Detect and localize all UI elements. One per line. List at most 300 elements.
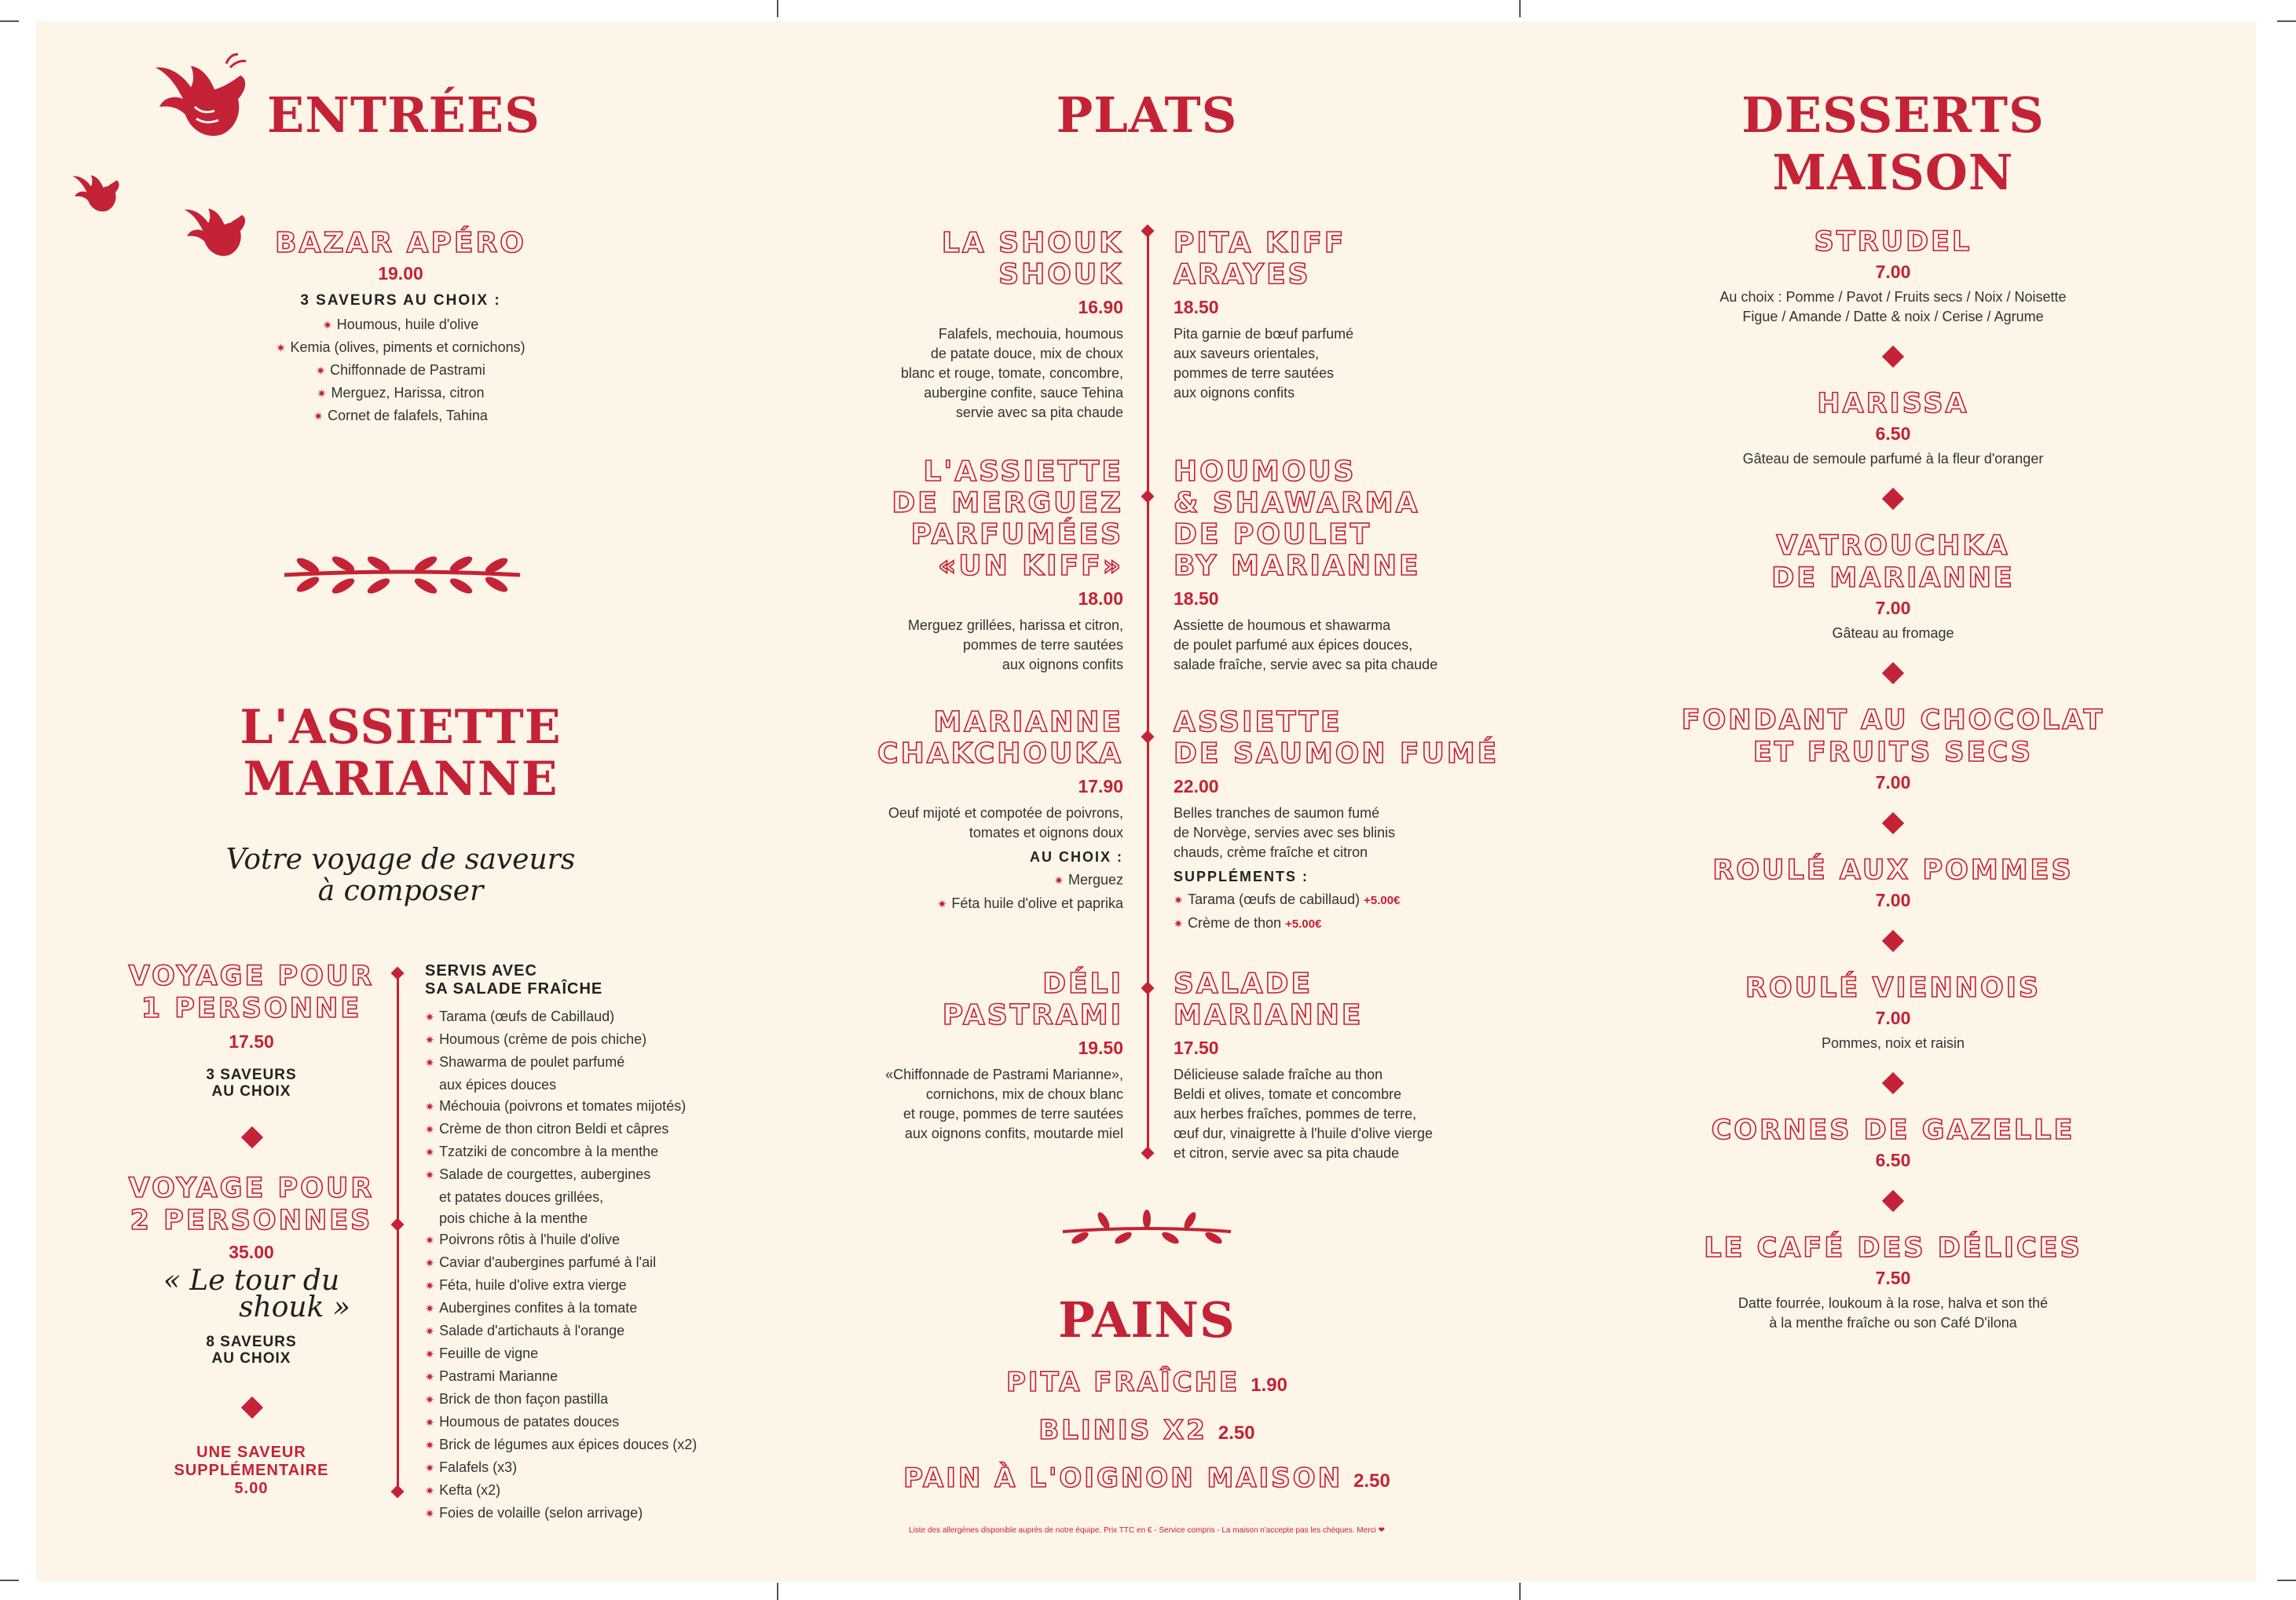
branch-ornament-icon (1056, 1210, 1237, 1250)
text-line: aux oignons confits (1174, 385, 1295, 401)
list-item-text: et patates douces grillées, (439, 1189, 604, 1205)
text-line: Datte fourrée, loukoum à la rose, halva et son thé (1738, 1295, 2049, 1311)
diamond-separator (1882, 662, 1904, 684)
list-item-text: Foies de volaille (selon arrivage) (439, 1505, 643, 1521)
list-item-text: Caviar d'aubergines parfumé à l'ail (439, 1254, 657, 1270)
text-line: DE POULET (1174, 518, 1372, 551)
diamond-separator (1882, 346, 1904, 368)
pain-item (833, 1367, 1461, 1399)
pain-name: BLINIS X2 (1038, 1414, 1207, 1446)
text-line: LA SHOUK (941, 227, 1123, 259)
star-bullet-icon: ✷ (313, 411, 324, 424)
plat-desc (817, 804, 1123, 843)
text-line: Pita garnie de bœuf parfumé (1174, 326, 1354, 342)
tagline-line: à composer (317, 875, 484, 907)
dessert-card (1657, 530, 2129, 643)
star-bullet-icon: ✷ (425, 1012, 435, 1024)
text-line: cornichons, mix de choux blanc (925, 1086, 1123, 1102)
plat-price: 19.50 (1078, 1038, 1123, 1058)
star-bullet-icon: ✷ (322, 320, 332, 333)
plat-desc (1174, 324, 1503, 403)
list-item-line (425, 1208, 771, 1229)
text-line: de Norvège, servies avec ses blinis (1174, 825, 1396, 840)
plat-supplements (1174, 888, 1519, 935)
dessert-title (1657, 388, 2129, 420)
script-line: shouk » (239, 1291, 350, 1324)
text-line: MARIANNE (1174, 999, 1364, 1031)
plat-desc (817, 324, 1123, 423)
star-bullet-icon: ✷ (425, 1371, 435, 1384)
list-item (425, 1164, 771, 1229)
tagline-line: Votre voyage de saveurs (225, 844, 576, 876)
plat-price: 18.00 (1078, 588, 1123, 609)
list-item-line (425, 1275, 771, 1298)
list-item (425, 1006, 771, 1029)
dessert-desc (1657, 624, 2129, 643)
dessert-title (1657, 1232, 2129, 1265)
plat-title (1174, 228, 1503, 291)
plat-price: 16.90 (1078, 297, 1123, 317)
assiette-heading-line: MARIANNE (243, 752, 558, 807)
bazar-apero-section (220, 226, 581, 428)
title-line: VOYAGE POUR (128, 1173, 375, 1204)
plat-price: 17.90 (1078, 776, 1123, 796)
list-item-text: Salade d'artichauts à l'orange (439, 1323, 625, 1338)
text-line: Gâteau au fromage (1832, 625, 1954, 641)
list-item-line (425, 1229, 771, 1252)
dessert-desc (1657, 1294, 2129, 1333)
dessert-title (1657, 705, 2129, 769)
plat-card (817, 456, 1123, 675)
list-item-line (425, 1187, 771, 1208)
dessert-card (1657, 226, 2129, 327)
plat-desc (817, 1065, 1123, 1144)
text-line: aux oignons confits, moutarde miel (904, 1126, 1123, 1141)
plat-card (817, 228, 1123, 423)
text-line: BY MARIANNE (1174, 550, 1421, 582)
star-bullet-icon: ✷ (937, 899, 947, 911)
text-line: «Chiffonnade de Pastrami Marianne», (885, 1067, 1123, 1082)
star-bullet-icon: ✷ (425, 1280, 435, 1293)
text-line: à la menthe fraîche ou son Café D'ilona (1769, 1315, 2017, 1331)
list-item-line (220, 383, 581, 405)
voyage-1-price: 17.50 (229, 1031, 274, 1052)
list-item (425, 1389, 771, 1411)
text-line: LE CAFÉ DES DÉLICES (1704, 1232, 2082, 1264)
list-item (425, 1320, 771, 1343)
text-line: «UN KIFF» (938, 550, 1123, 582)
desserts-list (1657, 226, 2129, 1333)
list-item-line (425, 1119, 771, 1141)
text-line: SALADE (1174, 968, 1313, 1000)
title-line: 2 PERSONNES (130, 1205, 373, 1236)
star-bullet-icon: ✷ (425, 1101, 435, 1114)
list-item-line (425, 1096, 771, 1119)
plat-desc (1174, 616, 1519, 675)
dessert-title (1657, 855, 2129, 887)
plat-card (1174, 968, 1519, 1163)
star-bullet-icon: ✷ (425, 1417, 435, 1430)
sub-line: AU CHOIX (211, 1083, 291, 1100)
star-bullet-icon: ✷ (425, 1485, 435, 1498)
list-item-text: Méchouia (poivrons et tomates mijotés) (439, 1098, 687, 1114)
star-bullet-icon: ✷ (1053, 875, 1064, 888)
list-item-text: Kefta (x2) (439, 1482, 501, 1498)
list-item (220, 360, 581, 383)
dessert-card (1657, 388, 2129, 469)
list-item-line (425, 1006, 771, 1029)
list-item-line (425, 1389, 771, 1411)
assiette-heading (196, 701, 605, 805)
diamond-separator (1882, 812, 1904, 834)
plat-title (817, 707, 1123, 770)
plat-price: 22.00 (1174, 776, 1219, 796)
bazar-title: BAZAR APÉRO (275, 227, 526, 259)
text-line: ROULÉ VIENNOIS (1745, 972, 2041, 1004)
plat-title (817, 968, 1123, 1031)
list-item-line (220, 314, 581, 337)
list-item (425, 1141, 771, 1164)
star-bullet-icon: ✷ (316, 365, 326, 379)
text-line: L'ASSIETTE (923, 456, 1123, 488)
text-line: DE SAUMON FUMÉ (1174, 738, 1500, 770)
text-line: Oeuf mijoté et compotée de poivrons, (888, 805, 1123, 821)
list-item-line (425, 1164, 771, 1187)
text-line: CHAKCHOUKA (877, 738, 1123, 770)
list-item-text: Houmous de patates douces (439, 1414, 620, 1430)
list-item (425, 1052, 771, 1096)
bazar-items (220, 314, 581, 428)
text-line: de patate douce, mix de choux (930, 346, 1123, 361)
plats-heading: PLATS (1056, 86, 1238, 144)
dessert-desc (1657, 287, 2129, 327)
plat-price: 18.50 (1174, 297, 1219, 317)
extra-price: 5.00 (234, 1480, 269, 1497)
text-line: Délicieuse salade fraîche au thon (1174, 1067, 1383, 1082)
list-item-text: Féta, huile d'olive extra vierge (439, 1277, 627, 1293)
dessert-price: 7.50 (1875, 1268, 1911, 1288)
list-item-text: aux épices douces (439, 1077, 557, 1093)
dessert-card (1657, 1115, 2129, 1171)
dessert-title (1657, 972, 2129, 1005)
star-bullet-icon: ✷ (425, 1349, 435, 1361)
pain-item (833, 1415, 1461, 1447)
list-item-line (425, 1029, 771, 1052)
list-item (425, 1229, 771, 1252)
list-item (220, 314, 581, 337)
list-item-text: Tarama (œufs de Cabillaud) (439, 1009, 615, 1024)
text-line: HARISSA (1817, 388, 1969, 419)
voyage-1-sub (118, 1067, 385, 1100)
list-item (425, 1298, 771, 1320)
star-bullet-icon: ✷ (1174, 895, 1184, 907)
text-line: aubergine confite, sauce Tehina (924, 385, 1123, 401)
plat-sub: SUPPLÉMENTS : (1174, 869, 1309, 884)
pains-heading: PAINS (1058, 1291, 1236, 1349)
list-item (220, 405, 581, 428)
text-line: aux oignons confits (1002, 657, 1123, 672)
sub-line: AU CHOIX (211, 1350, 291, 1367)
dessert-price: 7.00 (1875, 890, 1911, 910)
list-item-text: Cornet de falafels, Tahina (328, 408, 488, 424)
footer-note: Liste des allergènes disponible auprès de notre équipe. Prix TTC en € - Service compris - La maison n'accepte pas les chèques. Merci ❤ (909, 1526, 1385, 1535)
list-item-text: Pastrami Marianne (439, 1368, 558, 1384)
plat-card (817, 968, 1123, 1144)
star-bullet-icon: ✷ (425, 1170, 435, 1182)
dessert-desc (1657, 449, 2129, 469)
star-bullet-icon: ✷ (425, 1124, 435, 1137)
list-item-text: pois chiche à la menthe (439, 1210, 588, 1226)
list-item-text: Kemia (olives, piments et cornichons) (290, 339, 525, 356)
list-item (220, 383, 581, 405)
list-item-text: Merguez (1067, 872, 1123, 888)
star-bullet-icon: ✷ (425, 1394, 435, 1407)
crop-mark (777, 0, 778, 17)
extra-saveur (118, 1444, 385, 1498)
servis-line: SERVIS AVEC (425, 962, 537, 979)
list-item-text: Féta huile d'olive et paprika (951, 895, 1123, 911)
text-line: de poulet parfumé aux épices douces, (1174, 637, 1413, 653)
text-line: ASSIETTE (1174, 706, 1342, 738)
text-line: et rouge, pommes de terre sautées (903, 1106, 1123, 1122)
plat-title (1174, 456, 1519, 582)
saveurs-list-section (425, 962, 771, 1525)
dessert-price: 6.50 (1875, 423, 1911, 444)
list-item-text: Tzatziki de concombre à la menthe (439, 1144, 659, 1159)
voyage-1-title (118, 961, 385, 1025)
diamond-separator (1882, 1190, 1904, 1212)
text-line: HOUMOUS (1174, 456, 1357, 488)
dessert-title (1657, 1115, 2129, 1147)
text-line: Gâteau de semoule parfumé à la fleur d'oranger (1742, 451, 2044, 467)
bird-icon (68, 168, 123, 217)
dessert-desc (1657, 1034, 2129, 1053)
dessert-price: 6.50 (1875, 1150, 1911, 1170)
list-item-text: Shawarma de poulet parfumé (439, 1054, 625, 1070)
list-item (817, 892, 1123, 916)
list-item-text: Poivrons rôtis à l'huile d'olive (439, 1232, 621, 1247)
diamond-separator (1882, 488, 1904, 510)
text-line: salade fraîche, servie avec sa pita chaude (1174, 657, 1438, 672)
sub-line: 8 SAVEURS (206, 1334, 297, 1350)
dessert-card (1657, 1232, 2129, 1333)
text-line: pommes de terre sautées (962, 637, 1123, 653)
bazar-price: 19.00 (378, 263, 423, 284)
star-bullet-icon: ✷ (425, 1508, 435, 1521)
text-line: œuf dur, vinaigrette à l'huile d'olive vierge (1174, 1126, 1434, 1141)
list-item-line (220, 405, 581, 428)
star-bullet-icon: ✷ (425, 1440, 435, 1452)
crop-mark (2277, 20, 2296, 22)
list-item-line (425, 1457, 771, 1480)
plat-card (1174, 707, 1519, 935)
list-item-line (425, 1366, 771, 1389)
text-line: Beldi et olives, tomate et concombre (1174, 1086, 1402, 1102)
text-line: PITA KIFF (1174, 227, 1346, 259)
text-line: ET FRUITS SECS (1752, 737, 2034, 768)
list-item-line (425, 1298, 771, 1320)
list-item-text: Houmous, huile d'olive (336, 317, 479, 333)
text-line: aux saveurs orientales, (1174, 346, 1320, 361)
list-item-line (220, 360, 581, 383)
text-line: FONDANT AU CHOCOLAT (1681, 705, 2105, 736)
dessert-price: 7.00 (1875, 1008, 1911, 1028)
text-line: STRUDEL (1814, 226, 1972, 258)
text-line: chauds, crème fraîche et citron (1174, 844, 1368, 860)
list-item-text: Feuille de vigne (439, 1346, 539, 1361)
text-line: DE MARIANNE (1771, 562, 2015, 594)
dessert-price: 7.00 (1875, 262, 1911, 282)
text-line: & SHAWARMA (1174, 487, 1420, 519)
list-item-line (1174, 912, 1519, 935)
entrees-heading: ENTRÉES (267, 86, 540, 144)
star-bullet-icon: ✷ (276, 342, 286, 356)
text-line: MARIANNE (933, 706, 1123, 738)
plat-title (1174, 968, 1519, 1031)
voyage-2-title (118, 1173, 385, 1237)
plat-price: 17.50 (1174, 1038, 1219, 1058)
list-item (425, 1503, 771, 1525)
list-item (817, 869, 1123, 892)
extra-line: SUPPLÉMENTAIRE (174, 1462, 329, 1479)
list-item-text: Crème de thon (1188, 915, 1282, 931)
list-item-text: Houmous (crème de pois chiche) (439, 1031, 647, 1047)
dessert-title (1657, 530, 2129, 595)
list-item-line (817, 892, 1123, 916)
text-line: Falafels, mechouia, houmous (938, 326, 1123, 342)
diamond-separator (1882, 1072, 1904, 1094)
pain-name: PAIN À L'OIGNON MAISON (903, 1462, 1343, 1494)
text-line: servie avec sa pita chaude (955, 405, 1123, 420)
text-line: VATROUCHKA (1776, 530, 2010, 562)
list-item-line (425, 1411, 771, 1434)
star-bullet-icon: ✷ (317, 388, 327, 401)
plat-card (1174, 456, 1519, 675)
plat-title (817, 228, 1123, 291)
text-line: Merguez grillées, harissa et citron, (907, 617, 1123, 633)
list-item-line (425, 1480, 771, 1503)
list-item-text: Falafels (x3) (439, 1459, 518, 1475)
crop-mark (0, 20, 19, 22)
sub-line: 3 SAVEURS (206, 1067, 297, 1083)
dessert-card (1657, 705, 2129, 793)
star-bullet-icon: ✷ (425, 1303, 435, 1316)
star-bullet-icon: ✷ (425, 1034, 435, 1047)
diamond-separator (1882, 930, 1904, 952)
text-line: aux herbes fraîches, pommes de terre, (1174, 1106, 1417, 1122)
star-bullet-icon: ✷ (425, 1147, 435, 1159)
text-line: Belles tranches de saumon fumé (1174, 805, 1380, 821)
text-line: pommes de terre sautées (1174, 365, 1335, 381)
crop-mark (0, 1580, 19, 1581)
star-bullet-icon: ✷ (425, 1463, 435, 1475)
list-item-line (220, 337, 581, 360)
text-line: DÉLI (1042, 968, 1123, 1000)
plat-desc (1174, 1065, 1519, 1163)
text-line: PASTRAMI (942, 999, 1123, 1031)
dessert-card (1657, 972, 2129, 1053)
text-line: tomates et oignons doux (969, 825, 1123, 840)
text-line: PARFUMÉES (910, 518, 1123, 551)
servis-line: SA SALADE FRAÎCHE (425, 980, 603, 998)
plat-title (1174, 707, 1519, 770)
list-item (425, 1252, 771, 1275)
list-item-line (1174, 888, 1519, 912)
text-line: Assiette de houmous et shawarma (1174, 617, 1391, 633)
title-line: VOYAGE POUR (128, 961, 375, 992)
list-item-line (425, 1434, 771, 1457)
bird-icon (148, 52, 250, 146)
list-item-line (425, 1252, 771, 1275)
list-item (425, 1029, 771, 1052)
pain-name: PITA FRAÎCHE (1006, 1367, 1240, 1398)
plats-divider-line (1147, 228, 1149, 1153)
assiette-heading-line: L'ASSIETTE (240, 700, 562, 755)
list-item-text: Crème de thon citron Beldi et câpres (439, 1121, 669, 1137)
text-line: Au choix : Pomme / Pavot / Fruits secs / Noix / Noisette (1719, 289, 2067, 305)
list-item-text: Aubergines confites à la tomate (439, 1300, 638, 1316)
list-item-line (425, 1503, 771, 1525)
text-line: Pommes, noix et raisin (1821, 1035, 1965, 1051)
list-item-line (425, 1052, 771, 1075)
star-bullet-icon: ✷ (425, 1057, 435, 1070)
pain-price: 1.90 (1251, 1375, 1287, 1396)
list-item (425, 1366, 771, 1389)
star-bullet-icon: ✷ (425, 1235, 435, 1247)
list-item-text: Merguez, Harissa, citron (331, 385, 485, 401)
dessert-price: 7.00 (1875, 598, 1911, 618)
pain-price: 2.50 (1353, 1470, 1390, 1492)
pains-list (833, 1367, 1461, 1510)
text-line: ARAYES (1174, 258, 1311, 291)
list-item (425, 1119, 771, 1141)
voyage-2-script (118, 1265, 385, 1324)
pain-item (833, 1463, 1461, 1495)
saveurs-items (425, 1006, 771, 1525)
plat-desc (817, 616, 1123, 675)
list-item-text: Chiffonnade de Pastrami (330, 362, 485, 379)
list-item (425, 1434, 771, 1457)
list-item (1174, 888, 1519, 912)
list-item (425, 1411, 771, 1434)
supplement-price: +5.00€ (1285, 917, 1322, 931)
list-item-text: Salade de courgettes, aubergines (439, 1166, 651, 1182)
plat-card (1174, 228, 1503, 403)
voyage-2-section (118, 1173, 385, 1367)
star-bullet-icon: ✷ (425, 1326, 435, 1338)
assiette-tagline (181, 844, 621, 907)
pain-price: 2.50 (1218, 1422, 1255, 1444)
plat-desc (1174, 804, 1519, 862)
list-item (425, 1457, 771, 1480)
text-line: Figue / Amande / Datte & noix / Cerise / Agrume (1742, 309, 2044, 324)
text-line: SHOUK (998, 258, 1123, 291)
voyage-1-section (118, 961, 385, 1100)
list-item (425, 1343, 771, 1366)
plat-options (817, 869, 1123, 916)
desserts-heading: DESSERTS MAISON (1741, 86, 2045, 201)
text-line: ROULÉ AUX POMMES (1712, 855, 2074, 886)
crop-mark (2277, 1580, 2296, 1581)
text-line: blanc et rouge, tomate, concombre, (900, 365, 1123, 381)
supplement-price: +5.00€ (1364, 894, 1401, 907)
voyage-2-sub (118, 1334, 385, 1367)
list-item-text: Tarama (œufs de cabillaud) (1188, 892, 1360, 907)
plat-card (817, 707, 1123, 916)
list-item (425, 1275, 771, 1298)
star-bullet-icon: ✷ (1174, 918, 1184, 931)
plat-title (817, 456, 1123, 582)
